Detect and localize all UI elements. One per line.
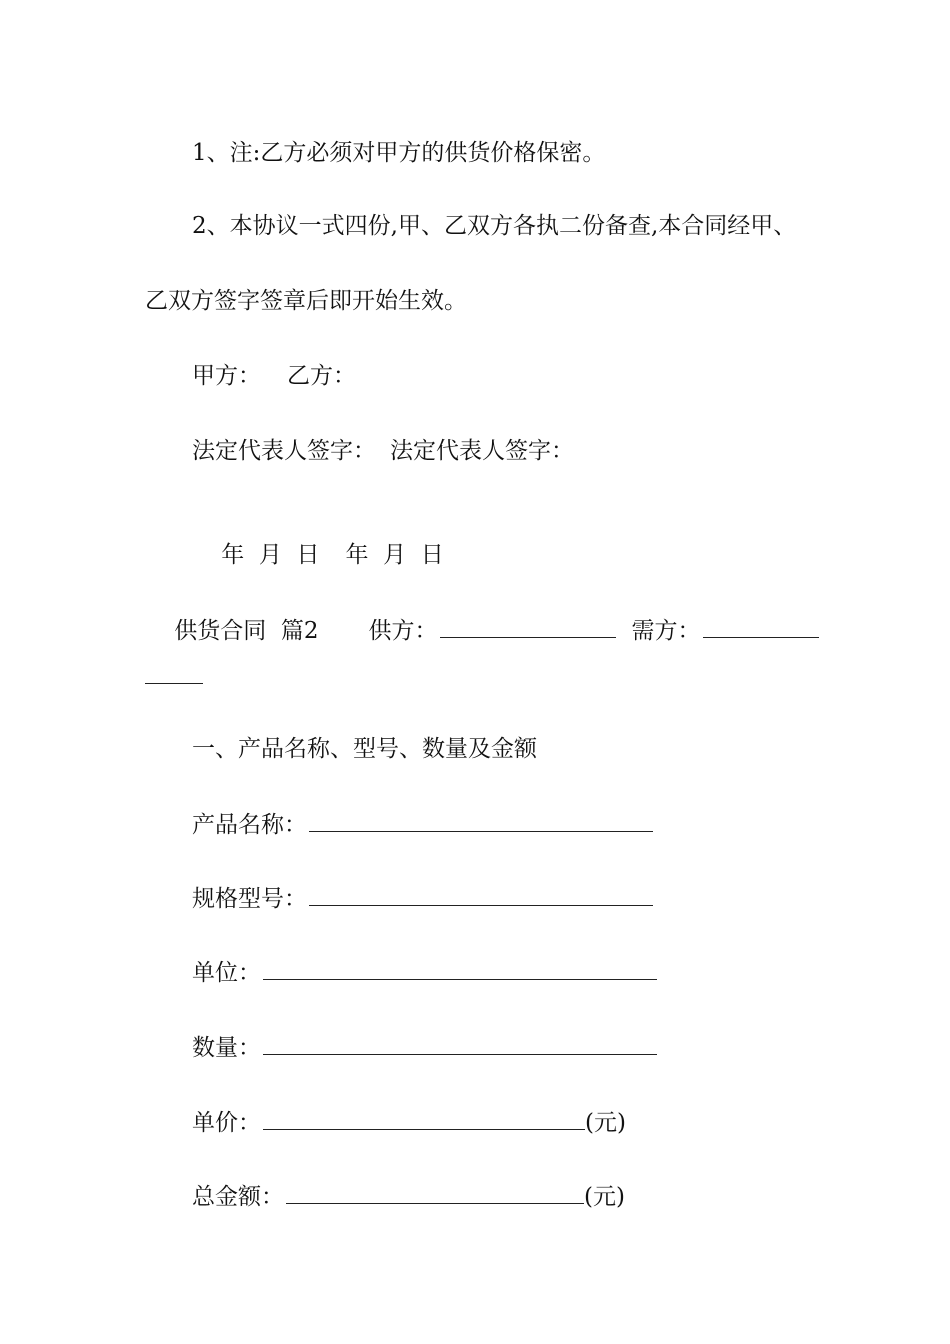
quantity-blank — [263, 1034, 657, 1055]
total-label: 总金额： — [192, 1184, 284, 1210]
unit-price-blank — [263, 1109, 585, 1130]
date-line — [192, 510, 444, 568]
unit-price-field — [192, 1108, 626, 1138]
section-1-heading: 一、产品名称、型号、数量及金额 — [192, 736, 537, 762]
total-suffix: (元) — [584, 1184, 625, 1210]
spec-model-blank — [309, 885, 653, 906]
unit-price-suffix: (元) — [585, 1110, 626, 1136]
date-b: 年 月 日 — [345, 542, 444, 568]
supplier-blank — [440, 617, 616, 638]
supplier-label: 供方： — [368, 618, 438, 644]
buyer-blank — [703, 617, 819, 638]
unit-price-label: 单价： — [192, 1110, 261, 1136]
product-name-field — [192, 810, 653, 840]
clause-2-line-1: 2、本协议一式四份,甲、乙双方各执二份备查,本合同经甲、 — [192, 213, 797, 239]
representative-line — [192, 436, 574, 466]
buyer-blank-continued — [145, 683, 203, 684]
spec-model-field — [192, 884, 653, 914]
total-blank — [286, 1183, 584, 1204]
total-field — [192, 1182, 625, 1212]
date-a: 年 月 日 — [221, 542, 320, 568]
spec-model-label: 规格型号： — [192, 886, 307, 912]
contract-2-title: 供货合同 篇2 — [174, 618, 319, 644]
party-line — [192, 361, 356, 391]
clause-1: 1、注:乙方必须对甲方的供货价格保密。 — [192, 140, 606, 166]
party-b-label: 乙方： — [287, 363, 356, 389]
quantity-label: 数量： — [192, 1035, 261, 1061]
unit-blank — [263, 959, 657, 980]
buyer-label: 需方： — [631, 618, 701, 644]
product-name-blank — [309, 811, 653, 832]
clause-2-line-2: 乙双方签字签章后即开始生效。 — [145, 288, 467, 314]
rep-b-label: 法定代表人签字： — [390, 438, 574, 464]
product-name-label: 产品名称： — [192, 812, 307, 838]
unit-field — [192, 958, 657, 988]
rep-a-label: 法定代表人签字： — [192, 438, 376, 464]
party-a-label: 甲方： — [192, 363, 261, 389]
quantity-field — [192, 1033, 657, 1063]
contract-2-header — [145, 586, 819, 644]
unit-label: 单位： — [192, 960, 261, 986]
